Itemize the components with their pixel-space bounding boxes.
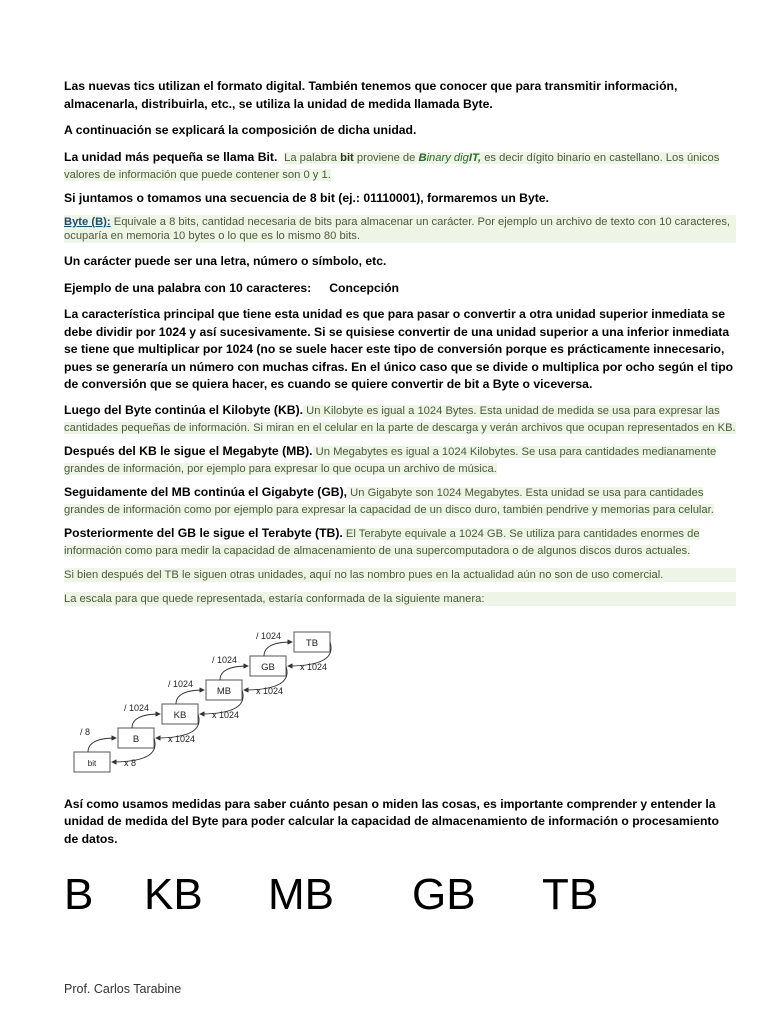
bit-def-part: proviene de bbox=[353, 151, 419, 164]
arrow-up bbox=[132, 714, 160, 728]
binary-b: B bbox=[418, 151, 427, 164]
example-text: Ejemplo de una palabra con 10 caracteres: bbox=[64, 280, 312, 295]
paragraph-sequence: Si juntamos o tomamos una secuencia de 8 bit (ej.: 01110001), formaremos un Byte. bbox=[64, 190, 549, 205]
paragraph-terabyte bbox=[64, 525, 736, 560]
footer-author: Prof. Carlos Tarabine bbox=[64, 982, 182, 996]
arrow-up bbox=[176, 690, 204, 704]
down-label: x 1024 bbox=[300, 661, 328, 672]
binary-rest: inary dig bbox=[426, 151, 469, 164]
big-units-row bbox=[64, 870, 736, 926]
gigabyte-heading: Seguidamente del MB continúa el Gigabyte (GB), bbox=[64, 484, 348, 499]
paragraph-gigabyte bbox=[64, 484, 736, 519]
paragraph-example bbox=[64, 280, 736, 298]
paragraph-conclusion: Así como usamos medidas para saber cuánto pesan o miden las cosas, es importante comprender y entender la unidad de medida del Byte para poder calcular la capacidad de almacenamiento de información o procesamiento de datos. bbox=[64, 796, 719, 846]
big-unit-kb: KB bbox=[144, 870, 203, 919]
bit-heading: La unidad más pequeña se llama Bit. bbox=[64, 149, 278, 164]
arrow-up bbox=[264, 642, 292, 656]
big-unit-gb: GB bbox=[412, 870, 476, 919]
paragraph-megabyte bbox=[64, 443, 736, 478]
paragraph-composition: A continuación se explicará la composición de dicha unidad. bbox=[64, 123, 417, 137]
paragraph-kilobyte bbox=[64, 402, 736, 437]
up-label: / 1024 bbox=[168, 678, 194, 689]
up-label: / 8 bbox=[80, 726, 91, 737]
bit-def-part: La palabra bbox=[284, 151, 341, 164]
terabyte-heading: Posteriormente del GB le sigue el Terabyte (TB). bbox=[64, 525, 343, 540]
big-unit-tb: TB bbox=[542, 870, 599, 919]
megabyte-text: Un Megabytes es igual a 1024 Kilobytes. Se usa para cantidades medianamente grandes de información, por ejemplo para expresar lo que ocupa un archivo de música. bbox=[64, 445, 717, 475]
kilobyte-heading: Luego del Byte continúa el Kilobyte (KB). bbox=[64, 402, 304, 417]
unit-label-gb: GB bbox=[261, 661, 275, 673]
unit-scale-diagram bbox=[64, 612, 336, 782]
down-label: x 1024 bbox=[256, 685, 284, 696]
up-label: / 1024 bbox=[124, 702, 150, 713]
big-unit-mb: MB bbox=[268, 870, 334, 919]
down-label: x 8 bbox=[124, 757, 137, 768]
paragraph-conversion: La característica principal que tiene esta unidad es que para pasar o convertir a otra unidad superior inmediata se debe dividir por 1024 y así sucesivamente. Si se quisiese convertir de una unidad superior a una inferior inmediata se tiene que multiplicar por 1024 (no se suele hacer este tipo de conversión porque es prácticamente innecesario, pues se generaría un número con muchas cifras. En el único caso que se divide o multiplica por ocho según el tipo de conversión que se quiera hacer, es cuando se quiere convertir de bit a Byte o viceversa. bbox=[64, 307, 734, 391]
bit-def-part: es decir dígito binario en castellano. Los únicos valores de información que puede contener son 0 y 1. bbox=[64, 151, 720, 181]
big-unit-b: B bbox=[64, 870, 94, 919]
down-label: x 1024 bbox=[168, 733, 196, 744]
paragraph-scale: La escala para que quede representada, estaría conformada de la siguiente manera: bbox=[64, 592, 736, 606]
paragraph-byte-definition bbox=[64, 215, 736, 243]
binary-it: IT, bbox=[468, 151, 482, 164]
arrow-up bbox=[220, 666, 248, 680]
unit-label-mb: MB bbox=[216, 685, 232, 697]
unit-label-b: B bbox=[132, 733, 140, 745]
terabyte-text: El Terabyte equivale a 1024 GB. Se utiliza para cantidades enormes de información como para medir la capacidad de almacenamiento de una supercomputadora o de algunos discos duros actuales. bbox=[64, 527, 700, 557]
example-word: Concepción bbox=[329, 280, 399, 295]
gigabyte-text: Un Gigabyte son 1024 Megabytes. Esta unidad se usa para cantidades grandes de información como por ejemplo para expresar la capacidad de un disco duro, también pendrive y memorias para celular. bbox=[64, 486, 714, 516]
bit-word: bit bbox=[340, 151, 354, 164]
unit-label-kb: KB bbox=[173, 709, 187, 721]
arrow-up bbox=[88, 738, 116, 752]
up-label: / 1024 bbox=[256, 630, 282, 641]
kilobyte-text: Un Kilobyte es igual a 1024 Bytes. Esta unidad de medida se usa para expresar las cantidades pequeñas de información. Si miran en el celular en la parte de descarga y verán archivos que ocupan representados en KB. bbox=[64, 404, 736, 434]
unit-scale-svg bbox=[64, 612, 336, 782]
unit-label-bit: bit bbox=[87, 758, 97, 768]
paragraph-bit bbox=[64, 149, 736, 184]
byte-label: Byte (B): bbox=[64, 216, 111, 228]
up-label: / 1024 bbox=[212, 654, 238, 665]
byte-text: Equivale a 8 bits, cantidad necesaria de bits para almacenar un carácter. Por ejemplo un archivo de texto con 10 caracteres, ocuparía en memoria 10 bytes o lo que es lo mismo 80 bits. bbox=[64, 216, 731, 242]
paragraph-character: Un carácter puede ser una letra, número o símbolo, etc. bbox=[64, 254, 387, 268]
paragraph-intro: Las nuevas tics utilizan el formato digital. También tenemos que conocer que para transmitir información, almacenarla, distribuirla, etc., se utiliza la unidad de medida llamada Byte. bbox=[64, 79, 678, 111]
unit-label-tb: TB bbox=[305, 637, 319, 649]
document-body bbox=[64, 78, 736, 926]
down-label: x 1024 bbox=[212, 709, 240, 720]
megabyte-heading: Después del KB le sigue el Megabyte (MB). bbox=[64, 443, 313, 458]
paragraph-other-units: Si bien después del TB le siguen otras unidades, aquí no las nombro pues en la actualidad aún no son de uso comercial. bbox=[64, 568, 736, 582]
